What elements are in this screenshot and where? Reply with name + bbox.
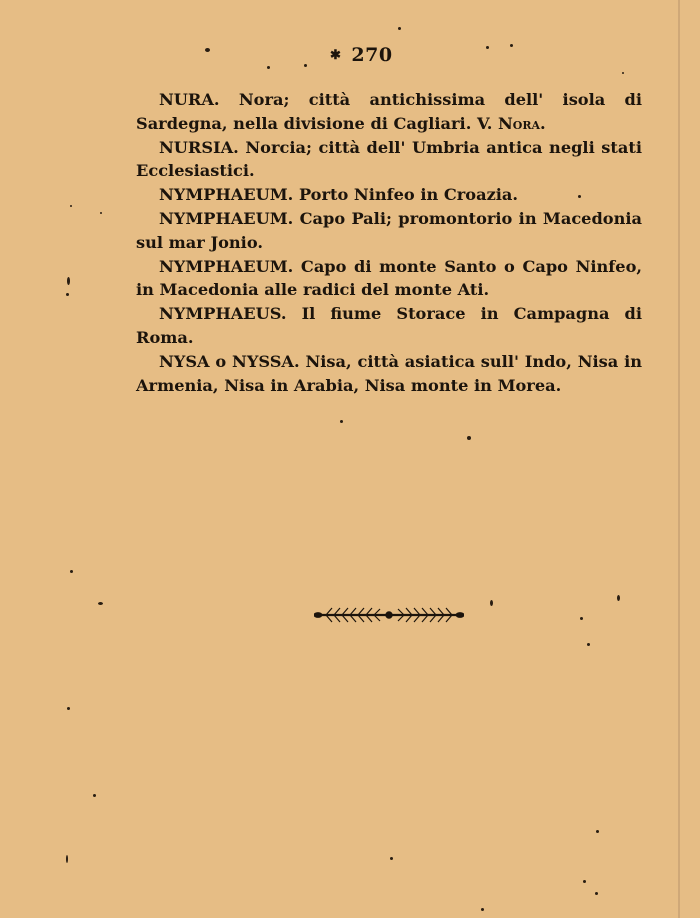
print-speck <box>66 293 69 296</box>
print-speck <box>510 44 513 47</box>
print-speck <box>578 195 581 198</box>
entry-tail: . <box>540 113 546 133</box>
print-speck <box>267 66 270 69</box>
print-speck <box>486 46 489 49</box>
print-speck <box>390 857 393 860</box>
entry <box>136 255 642 303</box>
entry-head: NYMPHAEUM. <box>159 256 294 276</box>
entry-head: NYMPHAEUM. <box>159 208 294 228</box>
entry-head: NYMPHAEUS. <box>159 304 287 324</box>
page-header <box>330 44 420 66</box>
print-speck <box>100 212 102 214</box>
entry-cross-reference: Nora <box>497 113 541 133</box>
print-speck <box>490 600 493 606</box>
entry-head: NYSA o NYSSA. <box>159 351 300 371</box>
print-speck <box>595 892 598 895</box>
print-speck <box>67 707 70 710</box>
print-speck <box>67 277 70 285</box>
end-ornament-icon <box>314 600 464 630</box>
entry <box>136 350 642 398</box>
print-speck <box>98 602 103 605</box>
print-speck <box>70 570 73 573</box>
print-speck <box>587 643 590 646</box>
entry-text: Nisa, città asiatica sull' Indo, Nisa in Armenia, Nisa in Arabia, Nisa monte in Morea. <box>136 351 642 395</box>
entry-head: NYMPHAEUM. <box>159 185 294 205</box>
header-mark: ✱ <box>330 48 342 63</box>
print-speck <box>467 436 471 440</box>
print-speck <box>93 794 96 797</box>
entry <box>136 88 642 136</box>
print-speck <box>622 72 624 74</box>
print-speck <box>617 595 620 601</box>
entry-text: Il fiume Storace in Campagna di Roma. <box>136 304 642 347</box>
entry <box>136 302 642 350</box>
entry-text: Norcia; città dell' Umbria antica negli stati Ecclesiastici. <box>136 137 642 181</box>
entry-text: Capo Pali; promontorio in Macedonia sul mar Jonio. <box>136 208 642 252</box>
print-speck <box>583 880 586 883</box>
entry <box>136 183 642 207</box>
entry-text: Capo di monte Santo o Capo Ninfeo, in Macedonia alle radici del monte Ati. <box>136 256 642 300</box>
entry-head: NURSIA. <box>159 137 239 157</box>
entry-head: NURA. <box>159 90 220 109</box>
print-speck <box>580 617 583 620</box>
entry-text: Nora; città antichissima dell' isola di Sardegna, nella divisione di Cagliari. V. <box>136 90 642 133</box>
dictionary-entries <box>136 88 642 397</box>
print-speck <box>481 908 484 911</box>
entry <box>136 207 642 255</box>
entry <box>136 136 642 184</box>
entry-text: Porto Ninfeo in Croazia. <box>293 185 519 205</box>
print-speck <box>205 48 210 52</box>
print-speck <box>596 830 599 833</box>
page-number: 270 <box>351 44 393 66</box>
print-speck <box>70 205 72 207</box>
print-speck <box>304 64 307 67</box>
print-speck <box>398 27 401 30</box>
print-speck <box>340 420 343 423</box>
print-speck <box>66 855 68 863</box>
page-edge-rule <box>678 0 680 918</box>
